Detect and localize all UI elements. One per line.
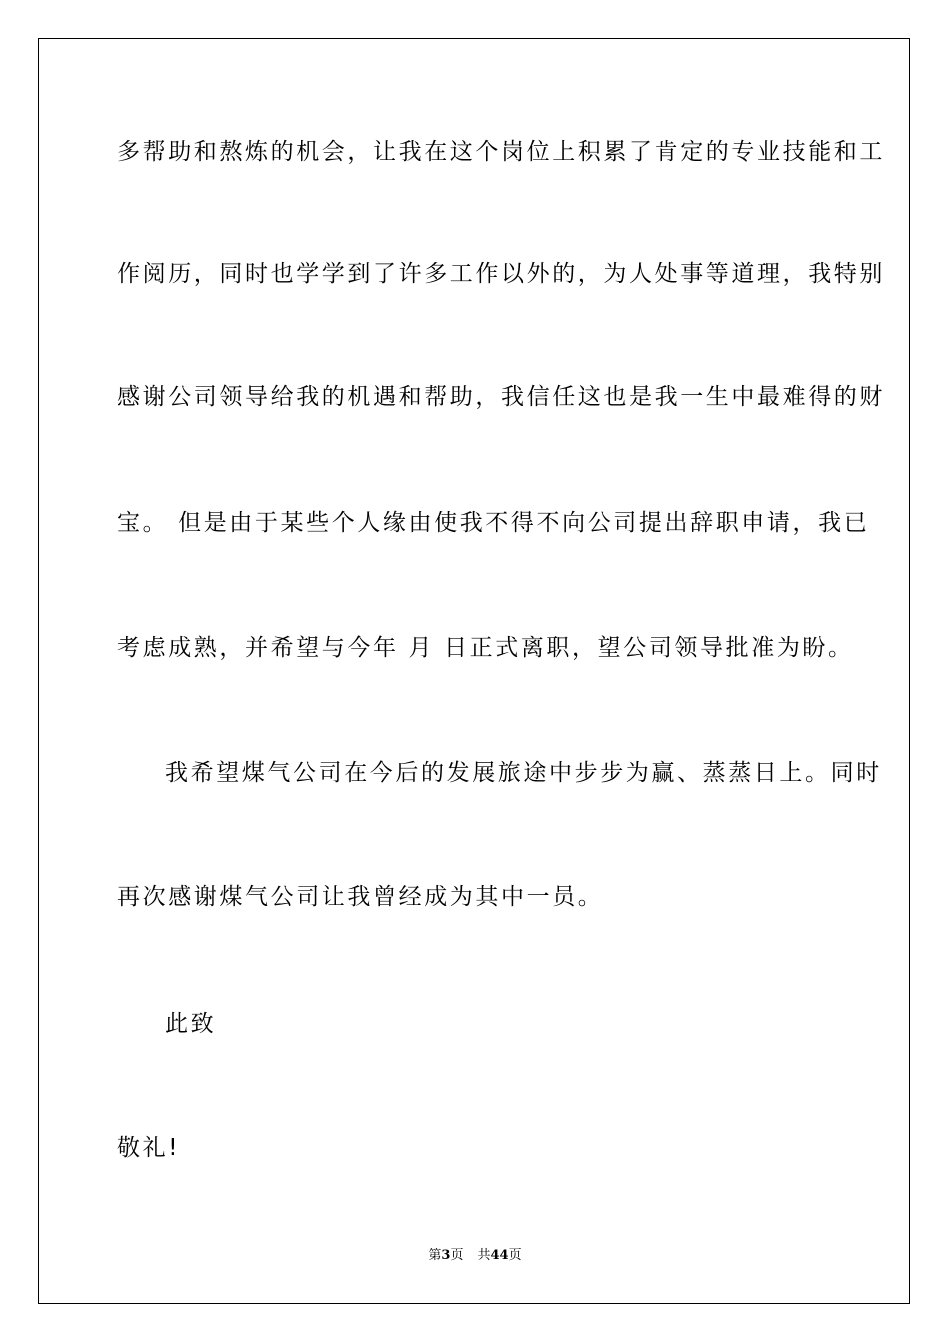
closing-salutation: 此致 (165, 1011, 217, 1037)
body-line-4: 宝。 但是由于某些个人缘由使我不得不向公司提出辞职申请，我已 (117, 510, 870, 536)
total-suffix: 页 (508, 1248, 522, 1263)
body-line-6: 我希望煤气公司在今后的发展旅途中步步为赢、蒸蒸日上。同时 (165, 760, 882, 786)
body-line-7: 再次感谢煤气公司让我曾经成为其中一员。 (117, 884, 604, 910)
page-footer (0, 1247, 950, 1265)
body-line-5: 考虑成熟，并希望与今年 月 日正式离职，望公司领导批准为盼。 (117, 635, 854, 661)
page-number: 3 (441, 1248, 451, 1263)
page-prefix: 第 (428, 1248, 442, 1263)
page-frame (38, 38, 910, 1304)
closing-regards: 敬礼! (117, 1135, 181, 1161)
body-line-1: 多帮助和熬炼的机会，让我在这个岗位上积累了肯定的专业技能和工 (117, 139, 885, 165)
body-line-3: 感谢公司领导给我的机遇和帮助，我信任这也是我一生中最难得的财 (117, 384, 885, 410)
body-line-2: 作阅历，同时也学学到了许多工作以外的，为人处事等道理，我特别 (117, 261, 885, 287)
total-pages: 44 (490, 1248, 509, 1263)
page-suffix: 页 (450, 1248, 464, 1263)
total-prefix: 共 (477, 1248, 491, 1263)
